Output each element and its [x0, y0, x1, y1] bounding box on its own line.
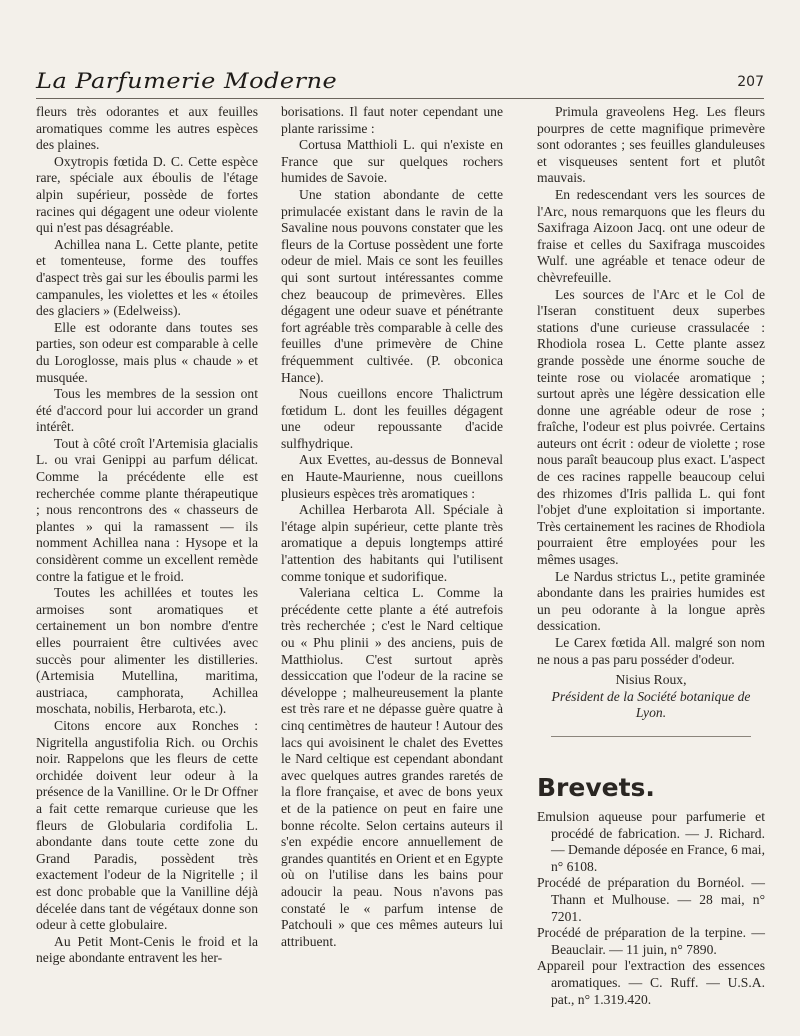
paragraph: Valeriana celtica L. Comme la précédente cette plante a été autrefois très recherchée ; c'est le Nard celtique ou « Phu plinii » des anciens, puis de Matthiolus. C'est surtout après dessiccation que l'odeur de la racine se développe ; malheureusement la plante est très rare et ne dépasse guère quatre à cinq centimètres de hauteur ! Autour des lacs qui avoisinent le chalet des Evettes le Nard celtique est cependant abondant avec quelques autres grandes raretés de la flore française, et avec de bons yeux et de la patience on peut en faire une bonne récolte. Selon certains auteurs il s'en expédie encore annuellement de grandes quantités en Orient et en Egypte où on l'utilise dans les bains pour adoucir la peau. Nous n'avons pas constaté le « parfum intense de Patchouli » que ces mêmes auteurs lui attribuent.: [281, 585, 503, 949]
paragraph: Aux Evettes, au-dessus de Bonneval en Haute-Maurienne, nous cueillons plusieurs espèces très aromatiques :: [281, 452, 503, 501]
paragraph: Le Carex fœtida All. malgré son nom ne nous a pas paru posséder d'odeur.: [537, 635, 765, 667]
paragraph: Elle est odorante dans toutes ses parties, son odeur est comparable à celle du Loroglosse, mais plus « chaude » et musquée.: [36, 319, 258, 385]
patent-entry: Procédé de préparation du Bornéol. — Thann et Mulhouse. — 28 mai, n° 7201.: [537, 875, 765, 924]
brevets-heading: Brevets.: [537, 772, 655, 802]
column-3: [537, 104, 765, 1007]
column-1: [36, 104, 258, 984]
paragraph: Tous les membres de la session ont été d'accord pour lui accorder un grand intérêt.: [36, 386, 258, 435]
patent-entry: Appareil pour l'extraction des essences aromatiques. — C. Ruff. — U.S.A. pat., n° 1.319.420.: [537, 958, 765, 1007]
patent-entry: Procédé de préparation de la terpine. — Beauclair. — 11 juin, n° 7890.: [537, 925, 765, 957]
paragraph: Primula graveolens Heg. Les fleurs pourpres de cette magnifique primevère sont odorantes ; ses feuilles glanduleuses et visqueuses sentent fort et plutôt mauvais.: [537, 104, 765, 186]
header-rule: [36, 98, 764, 99]
paragraph: fleurs très odorantes et aux feuilles aromatiques comme les autres espèces des plaines.: [36, 104, 258, 153]
brevets-list: [537, 809, 765, 1008]
paragraph: Oxytropis fœtida D. C. Cette espèce rare, spéciale aux éboulis de l'étage alpin supérieur, possède de fortes racines qui dégagent une odeur violente qui n'est pas désagréable.: [36, 153, 258, 236]
paragraph: Au Petit Mont-Cenis le froid et la neige abondante entravent les her-: [36, 933, 258, 966]
paragraph: Cortusa Matthioli L. qui n'existe en France que sur quelques rochers humides de Savoie.: [281, 137, 503, 186]
paragraph: Les sources de l'Arc et le Col de l'Iseran constituent deux superbes stations d'une curieuse crassulacée : Rhodiola rosea L. Cette plante assez grande possède une énorme souche de teinte rose ou violacée aromatique ; surtout après une légère dessication elle donne une agréable odeur de rose ; fraîche, l'odeur est plus poivrée. Certains auteurs ont écrit : odeur de violette ; rose nous paraît beaucoup plus exact. L'aspect de ces racines rappelle beaucoup celui des rhizomes d'Iris pallida L. qui font l'objet d'une exploitation si importante. Très certainement les racines de Rhodiola pourraient être employées pour les mêmes usages.: [537, 286, 765, 568]
paragraph: Nous cueillons encore Thalictrum fœtidum L. dont les feuilles dégagent une odeur repoussante d'acide sulfhydrique.: [281, 386, 503, 451]
column-2: [281, 104, 503, 984]
page-number: 207: [737, 74, 764, 90]
journal-title: La Parfumerie Moderne: [36, 68, 338, 94]
paragraph: Citons encore aux Ronches : Nigritella angustifolia Rich. ou Orchis noir. Rappelons que les fleurs de cette orchidée doivent leur odeur à la présence de la Vanilline. Or le Dr Offner a fait cette remarque curieuse que les fleurs de Globularia cordifolia L. abondante dans toute cette zone du Grand Paradis, possèdent très exactement l'odeur de la Nigritelle ; il est donc probable que la Vanilline déjà décelée dans tant de végétaux donne son odeur à cette globulaire.: [36, 717, 258, 933]
paragraph: Achillea Herbarota All. Spéciale à l'étage alpin supérieur, cette plante très aromatique a depuis longtemps attiré l'attention des habitants qui l'utilisent comme tonique et sudorifique.: [281, 502, 503, 584]
paragraph: borisations. Il faut noter cependant une plante rarissime :: [281, 104, 503, 136]
author-title: Président de la Société botanique de Lyon.: [551, 688, 751, 721]
paragraph: En redescendant vers les sources de l'Arc, nous remarquons que les fleurs du Saxifraga Aizoon Jacq. ont une odeur de fraise et celles du Saxifraga muscoides Wulf. une agréable et tenace odeur de chèvrefeuille.: [537, 186, 765, 285]
paragraph: Le Nardus strictus L., petite graminée abondante dans les prairies humides est un peu odorante à la longue après dessication.: [537, 568, 765, 634]
paragraph: Toutes les achillées et toutes les armoises sont aromatiques et certainement un bon nombre d'entre elles pourraient être cultivées avec succès pour alimenter les distilleries. (Artemisia Mutellina, maritima, austriaca, camphorata, Achillea moschata, nobilis, Herbarota, etc.).: [36, 585, 258, 717]
paragraph: Tout à côté croît l'Artemisia glacialis L. ou vrai Genippi au parfum délicat. Comme la précédente elle est recherchée comme plante thérapeutique ; nous rencontrons des « chasseurs de plantes » qui la ramassent — ils nomment Achillea nana : Hysope et la considèrent comme un excellent remède contre la fatigue et le froid.: [36, 435, 258, 584]
paragraph: Une station abondante de cette primulacée existant dans le ravin de la Savaline nous pouvons constater que les fleurs de la Cortuse possèdent une forte odeur de miel. Mais ce sont les feuilles qui sont surtout intéressantes comme chez beaucoup de primevères. Elles dégagent une odeur suave et pénétrante fort agréable très comparable à celle des feuilles d'une primevère de Chine fréquemment cultivée. (P. obconica Hance).: [281, 186, 503, 385]
paragraph: Achillea nana L. Cette plante, petite et tomenteuse, forme des touffes d'aspect très gai sur les éboulis parmi les campanules, les violettes et les « étoiles des glaciers » (Edelweiss).: [36, 236, 258, 319]
section-divider: [551, 736, 751, 737]
patent-entry: Emulsion aqueuse pour parfumerie et procédé de fabrication. — J. Richard. — Demande déposée en France, 6 mai, n° 6108.: [537, 808, 765, 874]
author-name: Nisius Roux,: [615, 672, 687, 688]
